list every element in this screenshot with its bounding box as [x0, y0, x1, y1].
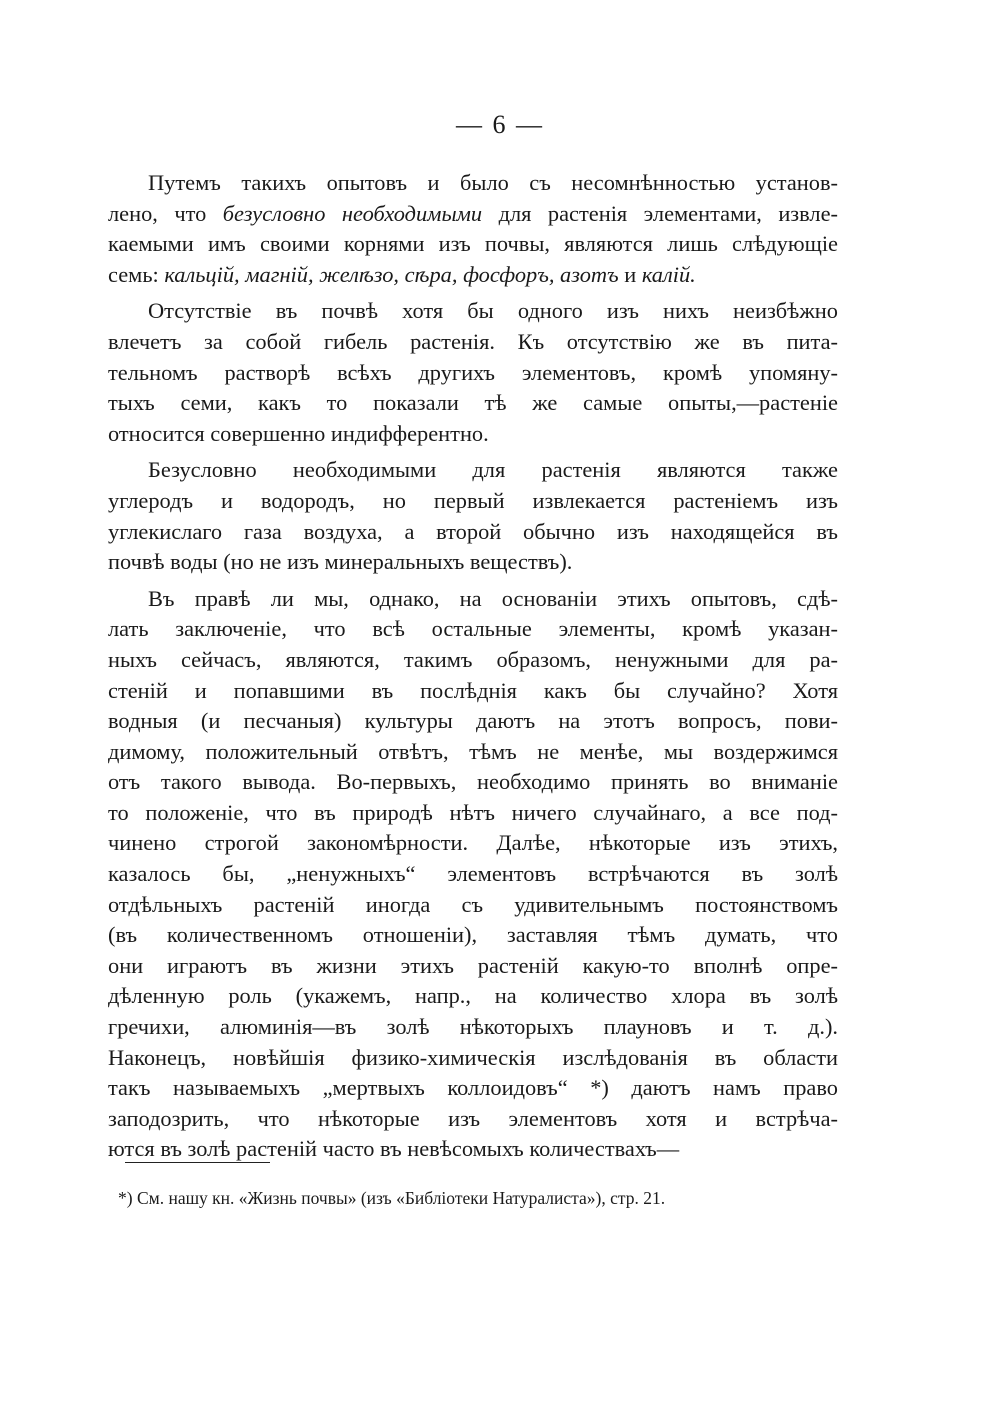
- text-segment: стеній и попавшими въ послѣднія какъ бы случайно? Хотя: [108, 677, 838, 703]
- text-segment: почвѣ воды (но не изъ минеральныхъ веществъ).: [108, 549, 573, 575]
- text-segment: углекислаго газа воздуха, а второй обычно изъ находящейся въ: [108, 518, 838, 544]
- text-line: [108, 547, 838, 578]
- text-segment: казалось бы, „ненужныхъ“ элементовъ встрѣчаются въ золѣ: [108, 861, 838, 887]
- text-segment: заподозрить, что нѣкоторые изъ элементовъ хотя и встрѣча-: [108, 1105, 838, 1131]
- text-line: [108, 1073, 838, 1104]
- text-segment: гречихи, алюминія—въ золѣ нѣкоторыхъ плауновъ и т. д.).: [108, 1014, 838, 1040]
- text-line: [108, 1043, 838, 1074]
- text-line: [108, 981, 838, 1012]
- paragraph-4: [108, 584, 838, 1165]
- text-line: [108, 358, 838, 389]
- text-segment: отъ такого вывода. Во-первыхъ, необходимо принять во вниманіе: [108, 769, 838, 795]
- body-text: [108, 168, 838, 1165]
- text-segment: тельномъ растворѣ всѣхъ другихъ элементовъ, кромѣ упомяну-: [108, 359, 838, 385]
- text-line: [108, 828, 838, 859]
- text-segment: дѣленную роль (укажемъ, напр., на количество хлора въ золѣ: [108, 983, 838, 1009]
- text-line: [108, 199, 838, 230]
- text-segment: Наконецъ, новѣйшія физико-химическія изслѣдованія въ области: [108, 1044, 838, 1070]
- text-line: [108, 737, 838, 768]
- text-line: [108, 798, 838, 829]
- text-line: [108, 455, 838, 486]
- text-segment: Безусловно необходимыми для растенія являются также: [148, 457, 838, 483]
- text-line: [108, 614, 838, 645]
- text-line: [108, 951, 838, 982]
- text-line: [108, 859, 838, 890]
- text-line: [108, 676, 838, 707]
- text-line: [108, 388, 838, 419]
- text-segment: такъ называемыхъ „мертвыхъ коллоидовъ“ *) даютъ намъ право: [108, 1075, 838, 1101]
- text-line: [108, 645, 838, 676]
- text-segment: отдѣльныхъ растеній иногда съ удивительнымъ постоянствомъ: [108, 891, 838, 917]
- text-line: [108, 1012, 838, 1043]
- text-segment: они играютъ въ жизни этихъ растеній какую-то вполнѣ опре-: [108, 952, 838, 978]
- text-segment: то положеніе, что въ природѣ нѣтъ ничего случайнаго, а все под-: [108, 799, 838, 825]
- text-segment: ются въ золѣ растеній часто въ невѣсомыхъ количествахъ—: [108, 1136, 680, 1162]
- text-segment: тыхъ семи, какъ то показали тѣ же самые опыты,—растеніе: [108, 390, 838, 416]
- text-line: [108, 168, 838, 199]
- text-segment: Отсутствіе въ почвѣ хотя бы одного изъ нихъ неизбѣжно: [148, 298, 838, 324]
- text-line: [108, 767, 838, 798]
- text-segment: Въ правѣ ли мы, однако, на основаніи этихъ опытовъ, сдѣ-: [148, 585, 838, 611]
- text-segment: (въ количественномъ отношеніи), заставляя тѣмъ думать, что: [108, 922, 838, 948]
- text-line: [108, 517, 838, 548]
- text-segment: углеродъ и водородъ, но первый извлекается растеніемъ изъ: [108, 487, 838, 513]
- text-line: [108, 920, 838, 951]
- text-line: [108, 419, 838, 450]
- paragraph-3: [108, 455, 838, 577]
- paragraph-1: [108, 168, 838, 290]
- text-line: [108, 706, 838, 737]
- text-segment: ныхъ сейчасъ, являются, такимъ образомъ, ненужными для ра-: [108, 646, 838, 672]
- text-segment: лено, что: [108, 200, 223, 226]
- italic-text: безусловно необходимыми: [222, 200, 483, 226]
- text-segment: каемыми имъ своими корнями изъ почвы, являются лишь слѣдующіе: [108, 231, 838, 257]
- text-line: [108, 296, 838, 327]
- paragraph-2: [108, 296, 838, 449]
- text-segment: димому, положительный отвѣтъ, тѣмъ не менѣе, мы воздержимся: [108, 738, 838, 764]
- text-segment: семь:: [108, 261, 165, 287]
- text-line: [108, 327, 838, 358]
- text-line: [108, 229, 838, 260]
- text-segment: для растенія элементами, извле-: [482, 200, 838, 226]
- text-segment: Путемъ такихъ опытовъ и было съ несомнѣнностью установ-: [148, 170, 838, 195]
- text-line: [108, 1134, 838, 1165]
- text-segment: водныя (и песчаныя) культуры даютъ на этотъ вопросъ, пови-: [108, 708, 838, 734]
- page-number: — 6 —: [456, 110, 544, 139]
- text-segment: относится совершенно индифферентно.: [108, 420, 489, 446]
- italic-text: калій.: [641, 261, 696, 287]
- italic-text: кальцій, магній, желѣзо, сѣра, фосфоръ, азотъ: [164, 261, 619, 287]
- text-line: [108, 1104, 838, 1135]
- text-line: [108, 584, 838, 615]
- footnote-divider: [125, 1162, 270, 1163]
- text-line: [108, 260, 838, 291]
- text-segment: и: [618, 261, 642, 287]
- text-segment: влечетъ за собой гибель растенія. Къ отсутствію же въ пита-: [108, 328, 838, 354]
- text-segment: чинено строгой закономѣрности. Далѣе, нѣкоторые изъ этихъ,: [108, 830, 838, 856]
- text-line: [108, 890, 838, 921]
- text-segment: лать заключеніе, что всѣ остальные элементы, кромѣ указан-: [108, 616, 838, 642]
- text-line: [108, 486, 838, 517]
- footnote: *) См. нашу кн. «Жизнь почвы» (изъ «Библіотеки Натуралиста»), стр. 21.: [118, 1188, 666, 1208]
